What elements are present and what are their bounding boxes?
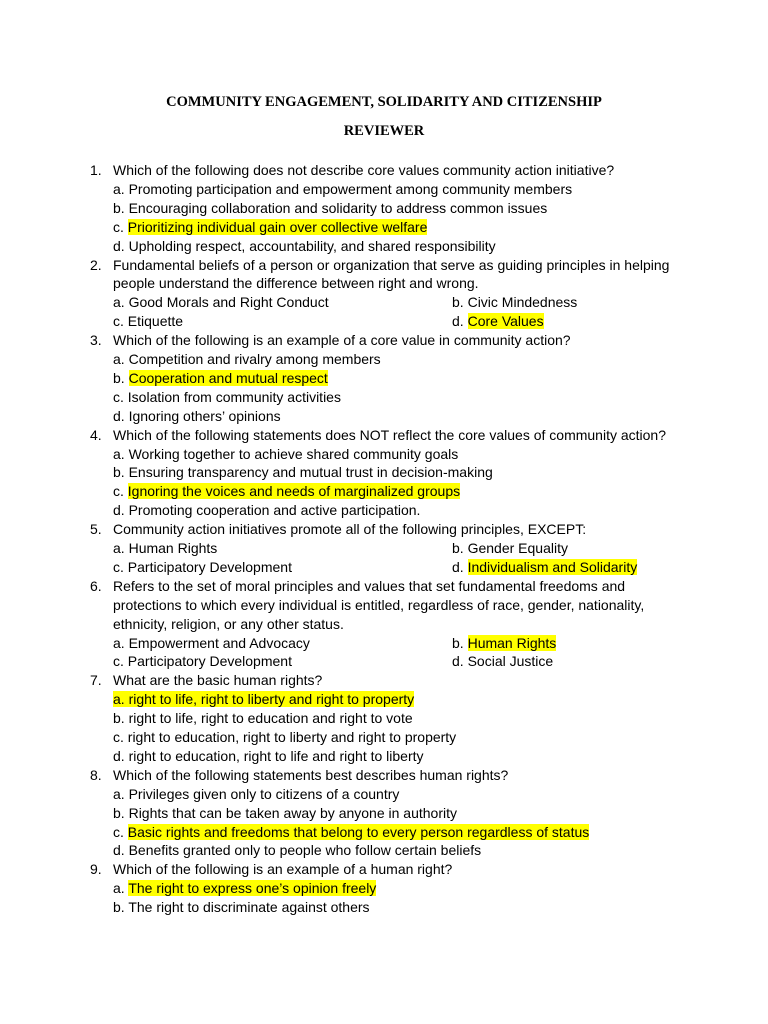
answer-option (113, 823, 589, 842)
option-text: Privileges given only to citizens of a country (128, 785, 400, 802)
answer-option (113, 407, 281, 426)
question-number: 2. (90, 256, 102, 273)
option-text: Gender Equality (467, 540, 568, 556)
option-letter: d. (452, 313, 468, 330)
option-letter: a. (113, 880, 129, 897)
option-letter: b. (113, 899, 129, 916)
option-text: right to life, right to education and right to vote (128, 710, 413, 727)
option-row (0, 445, 768, 464)
question-line (0, 615, 768, 634)
question-text: ethnicity, religion, or any other status. (113, 615, 344, 632)
option-row (0, 312, 768, 331)
option-text: Ignoring others’ opinions (128, 407, 281, 424)
answer-option (113, 199, 547, 218)
option-row (0, 407, 768, 426)
question-line (0, 426, 768, 445)
answer-option (113, 218, 427, 237)
option-letter: d. (113, 747, 129, 764)
option-text: Etiquette (127, 313, 184, 330)
answer-option (113, 180, 572, 199)
highlighted-answer: Prioritizing individual gain over collective welfare (127, 218, 428, 235)
answer-option (452, 634, 556, 653)
option-row (0, 804, 768, 823)
option-text: Good Morals and Right Conduct (128, 294, 329, 311)
question-text: Community action initiatives promote all of the following principles, EXCEPT: (113, 521, 587, 538)
question-text: Which of the following statements best describes human rights? (113, 766, 509, 783)
option-row (0, 388, 768, 407)
option-letter: a. (113, 180, 129, 197)
option-row (0, 237, 768, 256)
option-letter: c. (113, 729, 128, 745)
question-line (0, 161, 768, 180)
answer-option (113, 501, 420, 520)
option-text: Competition and rivalry among members (128, 351, 381, 367)
option-letter: d. (113, 502, 129, 519)
option-letter: c. (113, 823, 128, 840)
option-letter: b. (113, 464, 129, 481)
option-letter: c. (113, 558, 128, 575)
option-letter: a. (113, 785, 129, 802)
answer-option (113, 652, 292, 671)
option-letter: b. (113, 199, 129, 216)
option-letter: a. (113, 351, 129, 367)
option-text: Social Justice (467, 653, 554, 670)
answer-option (113, 634, 310, 653)
option-letter: b. (452, 634, 468, 651)
option-row (0, 709, 768, 728)
option-row (0, 180, 768, 199)
question-text: Fundamental beliefs of a person or organization that serve as guiding principles in helping (113, 256, 670, 273)
option-letter: d. (452, 653, 468, 670)
answer-option (113, 350, 381, 369)
question-number: 6. (90, 577, 102, 594)
option-row (0, 898, 768, 917)
answer-option (113, 539, 217, 558)
answer-option (452, 293, 577, 312)
option-text: Civic Mindedness (467, 294, 578, 311)
question-line (0, 520, 768, 539)
answer-option (452, 312, 544, 331)
option-row (0, 879, 768, 898)
option-row (0, 539, 768, 558)
question-text: Which of the following statements does NOT reflect the core values of community action? (113, 426, 666, 443)
option-row (0, 369, 768, 388)
option-text: Upholding respect, accountability, and shared responsibility (128, 237, 496, 254)
question-text: Which of the following is an example of a core value in community action? (113, 332, 571, 349)
highlighted-answer: Individualism and Solidarity (467, 558, 638, 575)
option-text: Participatory Development (127, 558, 292, 575)
answer-option (113, 388, 341, 407)
option-text: Isolation from community activities (127, 388, 341, 405)
option-text: The right to discriminate against others (128, 899, 370, 916)
answer-option (113, 709, 413, 728)
option-row (0, 652, 768, 671)
option-text: Participatory Development (127, 653, 292, 670)
highlighted-answer: Core Values (467, 313, 544, 330)
question-line (0, 274, 768, 293)
highlighted-answer: Cooperation and mutual respect (128, 369, 328, 386)
question-number: 7. (90, 672, 102, 689)
option-letter: c. (113, 388, 128, 405)
option-letter: c. (113, 218, 128, 235)
answer-option (113, 369, 328, 388)
option-text: Empowerment and Advocacy (128, 634, 310, 651)
answer-option (113, 463, 493, 482)
option-text: Promoting participation and empowerment among community members (128, 180, 573, 197)
option-text: Promoting cooperation and active participation. (128, 502, 421, 519)
answer-option (113, 445, 458, 464)
option-row (0, 841, 768, 860)
option-letter: a. (113, 445, 129, 462)
document-subtitle: REVIEWER (343, 123, 425, 139)
question-line (0, 331, 768, 350)
question-number: 3. (90, 332, 102, 349)
question-number: 9. (90, 861, 102, 878)
answer-option (113, 879, 376, 898)
option-letter: d. (113, 237, 129, 254)
option-row (0, 728, 768, 747)
question-text: Which of the following is an example of a human right? (113, 861, 453, 878)
option-row (0, 199, 768, 218)
answer-option (452, 558, 637, 577)
answer-option (113, 312, 183, 331)
option-letter: c. (113, 483, 128, 500)
option-row (0, 350, 768, 369)
option-text: Benefits granted only to people who follow certain beliefs (128, 842, 482, 859)
option-letter: a. (113, 294, 129, 311)
question-text: What are the basic human rights? (113, 672, 323, 689)
question-line (0, 577, 768, 596)
answer-option (452, 652, 553, 671)
option-row (0, 482, 768, 501)
option-letter: d. (452, 558, 468, 575)
answer-option (113, 293, 329, 312)
option-row (0, 463, 768, 482)
option-row (0, 690, 768, 709)
option-text: right to education, right to liberty and right to property (127, 729, 457, 745)
answer-option (113, 841, 481, 860)
option-letter: a. (113, 634, 129, 651)
question-number: 8. (90, 766, 102, 783)
answer-option (113, 558, 292, 577)
highlighted-answer: The right to express one’s opinion freely (128, 880, 377, 897)
answer-option (113, 898, 370, 917)
question-line (0, 671, 768, 690)
option-row (0, 218, 768, 237)
option-row (0, 293, 768, 312)
question-text: Which of the following does not describe core values community action initiative? (113, 162, 615, 178)
question-line (0, 766, 768, 785)
question-line (0, 596, 768, 615)
answer-option (113, 482, 460, 501)
question-text: protections to which every individual is entitled, regardless of race, gender, nationality, (113, 596, 645, 613)
option-row (0, 823, 768, 842)
question-text: Refers to the set of moral principles and values that set fundamental freedoms and (113, 577, 626, 594)
option-letter: b. (113, 710, 129, 727)
option-text: Encouraging collaboration and solidarity to address common issues (128, 199, 548, 216)
option-letter: b. (452, 540, 468, 556)
option-text: Working together to achieve shared community goals (128, 445, 459, 462)
option-text: Ensuring transparency and mutual trust in decision-making (128, 464, 493, 481)
answer-option (113, 804, 457, 823)
option-letter: b. (452, 294, 468, 311)
option-letter: a. (113, 540, 129, 556)
question-line (0, 860, 768, 879)
document-title: COMMUNITY ENGAGEMENT, SOLIDARITY AND CITIZENSHIP (166, 94, 602, 110)
answer-option (113, 785, 399, 804)
option-text: Rights that can be taken away by anyone in authority (128, 804, 458, 821)
option-row (0, 747, 768, 766)
question-line (0, 256, 768, 275)
answer-option (452, 539, 568, 558)
option-text: right to education, right to life and right to liberty (128, 747, 424, 764)
answer-option (113, 728, 456, 747)
highlighted-answer: Human Rights (467, 634, 557, 651)
answer-option (113, 690, 414, 709)
option-row (0, 501, 768, 520)
option-letter: c. (113, 653, 128, 670)
highlighted-answer: Basic rights and freedoms that belong to every person regardless of status (127, 823, 590, 840)
question-text: people understand the difference between right and wrong. (113, 275, 479, 292)
option-letter: d. (113, 407, 129, 424)
answer-option (113, 237, 496, 256)
option-letter: b. (113, 369, 129, 386)
option-text: Human Rights (128, 540, 218, 556)
option-row (0, 558, 768, 577)
option-row (0, 634, 768, 653)
question-number: 5. (90, 521, 102, 538)
option-letter: d. (113, 842, 129, 859)
option-letter: c. (113, 313, 128, 330)
question-number: 4. (90, 426, 102, 443)
highlighted-answer: Ignoring the voices and needs of marginalized groups (127, 483, 461, 500)
option-row (0, 785, 768, 804)
answer-option (113, 747, 424, 766)
highlighted-answer: a. right to life, right to liberty and right to property (113, 691, 415, 708)
option-letter: b. (113, 804, 129, 821)
question-number: 1. (90, 162, 102, 178)
